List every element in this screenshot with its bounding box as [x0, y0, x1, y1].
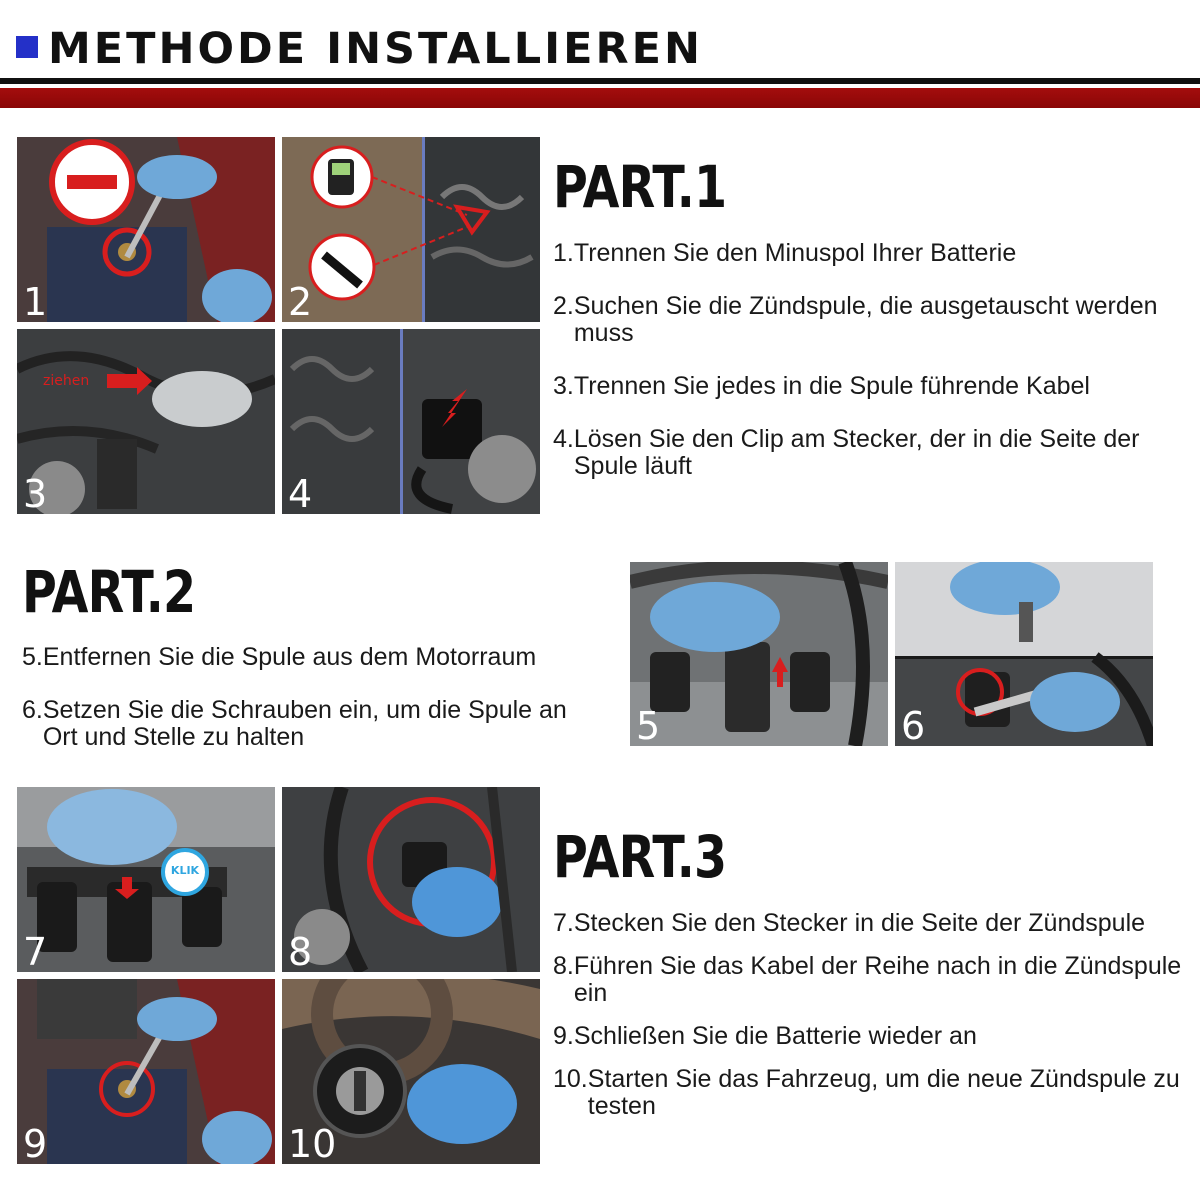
step-image-3	[17, 329, 275, 514]
header-red-bar	[0, 88, 1200, 108]
step-item: 5. Entfernen Sie die Spule aus dem Motorraum	[22, 643, 537, 671]
header-divider	[0, 78, 1200, 84]
plug-connector-illustration	[17, 787, 275, 972]
step-item: 7. Stecken Sie den Stecker in die Seite der Zündspule	[553, 909, 1146, 937]
step-image-4	[282, 329, 540, 514]
pull-label: ziehen	[43, 373, 90, 389]
step-number: 3	[23, 472, 48, 514]
step-image-7	[17, 787, 275, 972]
step-item: 6. Setzen Sie die Schrauben ein, um die Spule an Ort und Stelle zu halten	[22, 696, 567, 751]
locate-coil-illustration	[282, 137, 540, 322]
step-number: 6	[901, 704, 926, 746]
step-number: 8	[288, 930, 313, 972]
step-image-10	[282, 979, 540, 1164]
step-image-9	[17, 979, 275, 1164]
battery-terminal-illustration	[17, 137, 275, 322]
step-item: 3. Trennen Sie jedes in die Spule führende Kabel	[553, 372, 1090, 400]
step-item: 1. Trennen Sie den Minuspol Ihrer Batterie	[553, 239, 1017, 267]
step-image-5	[630, 562, 888, 746]
part-1-title: PART.1	[553, 153, 727, 221]
step-item: 4. Lösen Sie den Clip am Stecker, der in die Seite der Spule läuft	[553, 425, 1140, 480]
step-number: 9	[23, 1122, 48, 1164]
part-3-title: PART.3	[553, 823, 727, 891]
step-number: 1	[23, 280, 48, 322]
step-number: 5	[636, 704, 661, 746]
step-item: 10. Starten Sie das Fahrzeug, um die neue Zündspule zu testen	[553, 1065, 1180, 1120]
remove-coil-illustration	[630, 562, 888, 746]
part-1-steps	[553, 240, 1183, 506]
step-image-2	[282, 137, 540, 322]
route-cable-illustration	[282, 787, 540, 972]
step-item: 9. Schließen Sie die Batterie wieder an	[553, 1022, 977, 1050]
step-image-1	[17, 137, 275, 322]
install-bolt-illustration	[895, 562, 1153, 746]
step-item: 2. Suchen Sie die Zündspule, die ausgetauscht werden muss	[553, 292, 1158, 347]
part-2-title: PART.2	[22, 558, 196, 626]
step-number: 4	[288, 472, 313, 514]
reconnect-battery-illustration	[17, 979, 275, 1164]
page-title: METHODE INSTALLIEREN	[48, 24, 703, 74]
step-image-6	[895, 562, 1153, 746]
header-bullet-icon	[16, 36, 38, 58]
step-item: 8. Führen Sie das Kabel der Reihe nach in die Zündspule ein	[553, 952, 1182, 1007]
step-number: 10	[288, 1122, 337, 1164]
click-label: KLIK	[170, 864, 200, 877]
part-2-steps	[22, 644, 602, 777]
pull-cable-illustration	[17, 329, 275, 514]
release-clip-illustration	[282, 329, 540, 514]
step-number: 2	[288, 280, 313, 322]
step-number: 7	[23, 930, 48, 972]
step-image-8	[282, 787, 540, 972]
part-3-steps	[553, 910, 1183, 1136]
